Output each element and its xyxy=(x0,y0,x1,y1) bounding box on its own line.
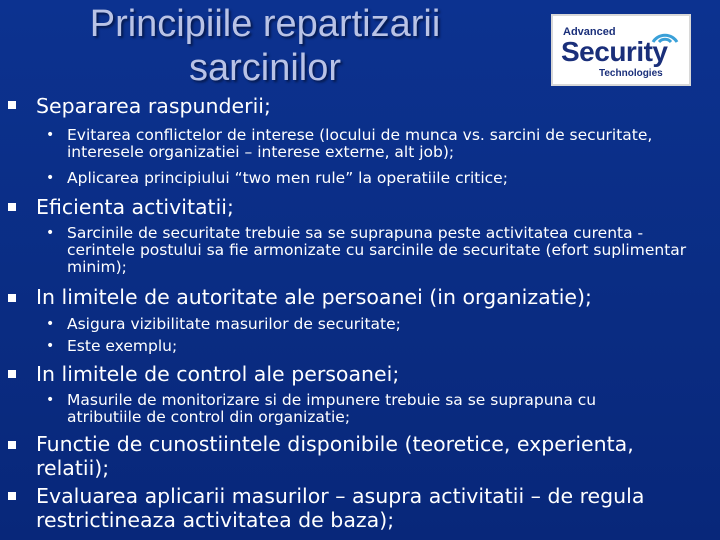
square-bullet-icon xyxy=(8,492,16,500)
sub-bullet-1-1: Evitarea conflictelor de interese (locului de munca vs. sarcini de securitate, interesele organizatiei – interese externe, alt job); xyxy=(67,126,653,161)
dot-bullet-icon: • xyxy=(46,338,55,354)
bullet-2: Eficienta activitatii; xyxy=(36,195,234,219)
sub-bullet-1-2: Aplicarea principiului “two men rule” la operatiile critice; xyxy=(67,169,508,187)
dot-bullet-icon: • xyxy=(46,316,55,332)
slide-title-line2: sarcinilor xyxy=(188,47,342,89)
bullet-1: Separarea raspunderii; xyxy=(36,94,271,118)
bullet-6: Evaluarea aplicarii masurilor – asupra activitatii – de regula restrictineaza activitatea de baza); xyxy=(36,484,645,532)
sub-bullet-2-1: Sarcinile de securitate trebuie sa se suprapuna peste activitatea curenta - cerintele postului sa fie armonizate cu sarcinile de securitate (efort suplimentar minim); xyxy=(67,224,687,276)
bullet-4: In limitele de control ale persoanei; xyxy=(36,362,400,386)
sub-bullet-3-1: Asigura vizibilitate masurilor de securitate; xyxy=(67,315,401,333)
square-bullet-icon xyxy=(8,294,16,302)
logo-text-security: Security xyxy=(561,36,668,67)
slide-title-line1: Principiile repartizarii xyxy=(89,3,441,45)
square-bullet-icon xyxy=(8,370,16,378)
logo-text-advanced: Advanced xyxy=(563,26,616,38)
bullet-3: In limitele de autoritate ale persoanei (in organizatie); xyxy=(36,285,592,309)
dot-bullet-icon: • xyxy=(46,127,55,143)
dot-bullet-icon: • xyxy=(46,225,55,241)
logo-text-technologies: Technologies xyxy=(599,68,663,79)
dot-bullet-icon: • xyxy=(46,170,55,186)
square-bullet-icon xyxy=(8,203,16,211)
bullet-5: Functie de cunostiintele disponibile (teoretice, experienta, relatii); xyxy=(36,432,634,480)
square-bullet-icon xyxy=(8,441,16,449)
square-bullet-icon xyxy=(8,101,16,109)
dot-bullet-icon: • xyxy=(46,392,55,408)
sub-bullet-4-1: Masurile de monitorizare si de impunere trebuie sa se suprapuna cu atributiile de control din organizatie; xyxy=(67,391,597,426)
sub-bullet-3-2: Este exemplu; xyxy=(67,337,178,355)
